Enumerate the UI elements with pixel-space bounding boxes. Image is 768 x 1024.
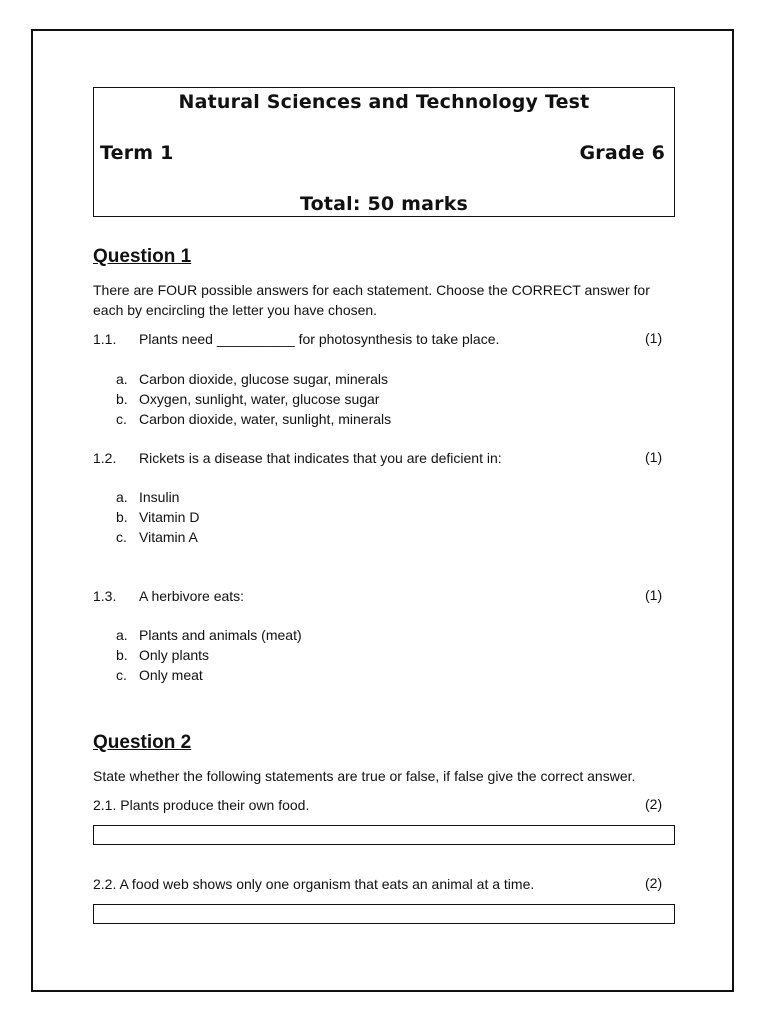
question-2-heading: Question 2 — [93, 732, 192, 753]
question-number: 1.2. — [93, 450, 117, 466]
option-letter[interactable]: b. — [116, 647, 128, 663]
question-text: 2.2. A food web shows only one organism that eats an animal at a time. — [93, 876, 535, 892]
option-letter[interactable]: a. — [116, 371, 128, 387]
question-1-instructions-cont: each by encircling the letter you have chosen. — [93, 302, 378, 318]
option-text: Vitamin A — [139, 529, 198, 545]
question-marks: (1) — [645, 587, 663, 603]
option-letter[interactable]: c. — [116, 529, 127, 545]
question-1-instructions: There are FOUR possible answers for each statement. Choose the CORRECT answer for — [93, 282, 650, 298]
option-letter[interactable]: c. — [116, 411, 127, 427]
total-marks: Total: 50 marks — [299, 193, 469, 215]
grade-label: Grade 6 — [579, 142, 665, 164]
term-label: Term 1 — [100, 142, 174, 164]
question-marks: (1) — [645, 330, 663, 346]
option-letter[interactable]: a. — [116, 627, 128, 643]
question-marks: (2) — [645, 875, 663, 891]
option-text: Only meat — [139, 667, 203, 683]
question-text: A herbivore eats: — [139, 588, 245, 604]
question-text: Plants need __________ for photosynthesis to take place. — [139, 331, 500, 347]
option-text: Carbon dioxide, glucose sugar, minerals — [139, 371, 389, 387]
question-number: 1.3. — [93, 588, 117, 604]
option-letter[interactable]: b. — [116, 509, 128, 525]
question-marks: (2) — [645, 796, 663, 812]
option-text: Vitamin D — [139, 509, 200, 525]
option-text: Oxygen, sunlight, water, glucose sugar — [139, 391, 380, 407]
question-2-instructions: State whether the following statements are true or false, if false give the correct answer. — [93, 768, 636, 784]
answer-box[interactable] — [93, 825, 675, 845]
question-marks: (1) — [645, 449, 663, 465]
option-text: Only plants — [139, 647, 210, 663]
test-title: Natural Sciences and Technology Test — [178, 91, 590, 113]
option-text: Carbon dioxide, water, sunlight, minerals — [139, 411, 392, 427]
question-text: Rickets is a disease that indicates that you are deficient in: — [139, 450, 502, 466]
option-text: Plants and animals (meat) — [139, 627, 302, 643]
option-letter[interactable]: a. — [116, 489, 128, 505]
option-letter[interactable]: b. — [116, 391, 128, 407]
question-text: 2.1. Plants produce their own food. — [93, 797, 310, 813]
question-1-heading: Question 1 — [93, 246, 192, 267]
question-number: 1.1. — [93, 331, 117, 347]
option-text: Insulin — [139, 489, 180, 505]
option-letter[interactable]: c. — [116, 667, 127, 683]
answer-box[interactable] — [93, 904, 675, 924]
